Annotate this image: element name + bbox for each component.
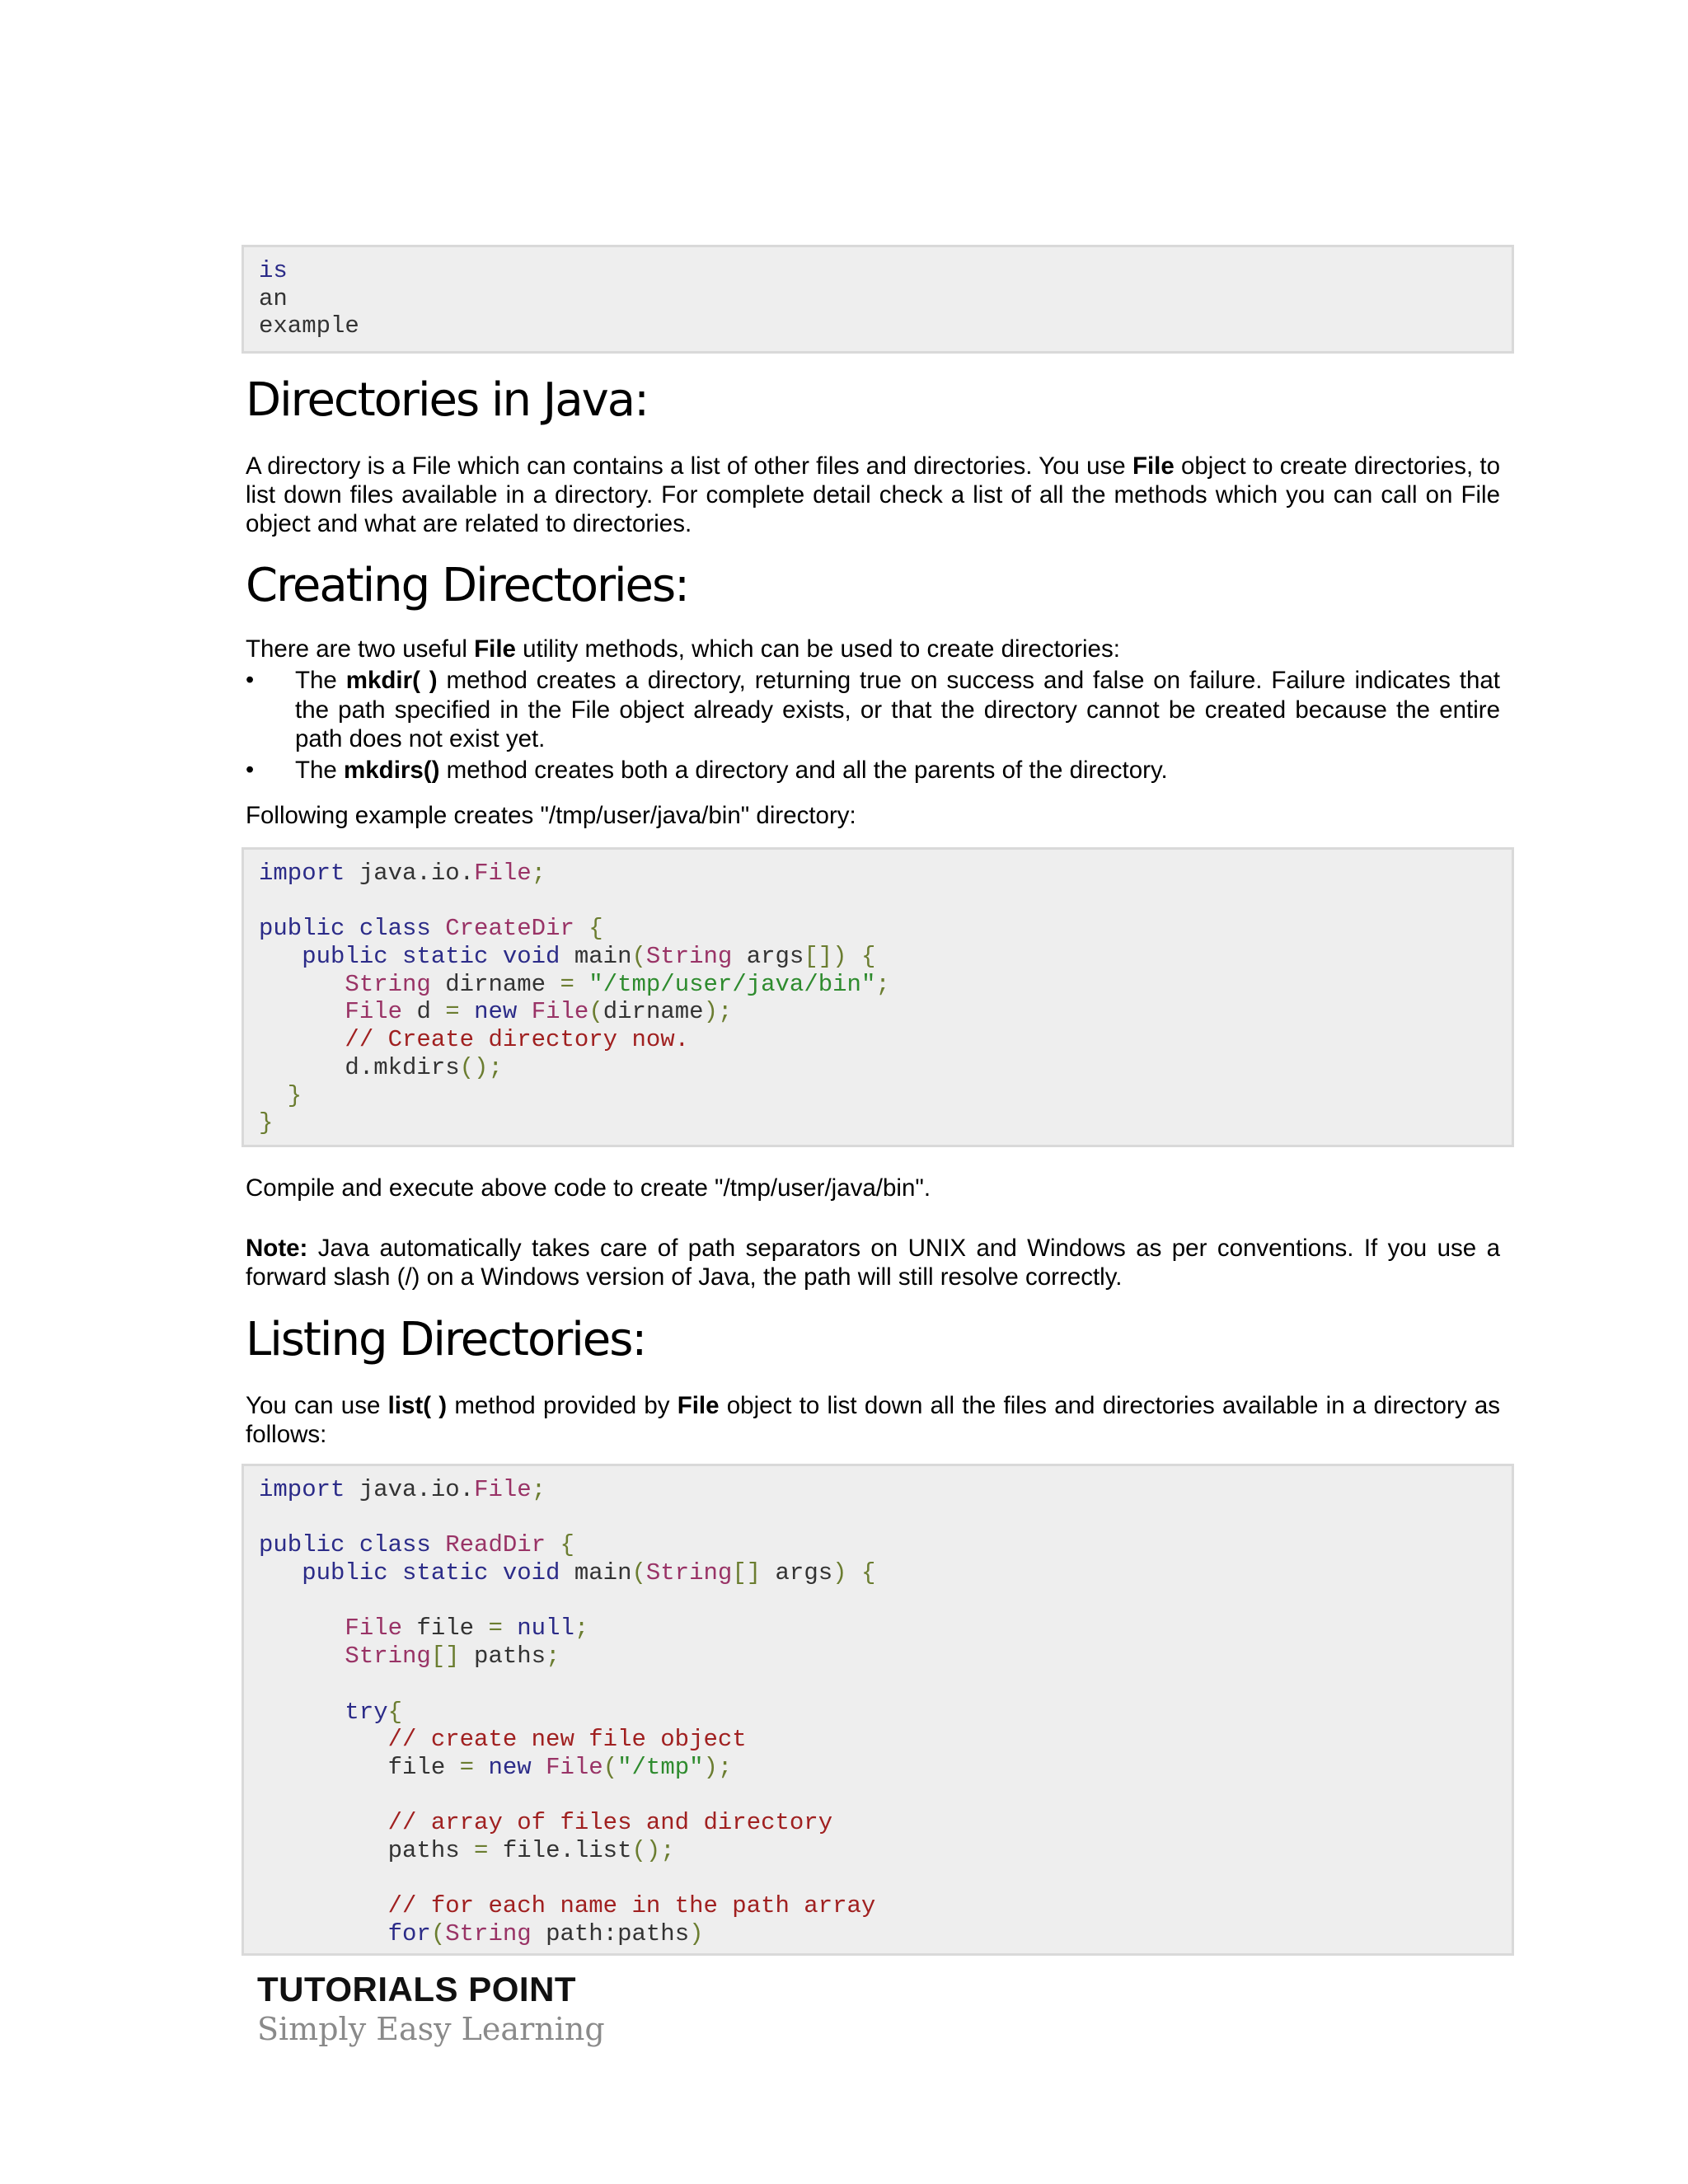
code-token: ); [703, 1753, 733, 1781]
code-token: = [488, 1615, 503, 1643]
code-line [259, 1643, 1512, 1671]
code-token: File [546, 1753, 603, 1781]
code-line [259, 1615, 1512, 1643]
footer-brand-title: TUTORIALS POINT [257, 1970, 577, 2008]
text-run: Compile and execute above code to create "/tmp/user/java/bin". [246, 1174, 931, 1202]
code-token: File [531, 998, 589, 1026]
code-token: = [445, 998, 460, 1026]
code-line [259, 1892, 1512, 1920]
code-token: String [345, 1643, 431, 1671]
code-token: null [502, 1615, 574, 1643]
code-token: String [645, 943, 733, 971]
code-token: (); [631, 1836, 675, 1864]
code-token: main [560, 943, 632, 971]
bullet-item-mkdirs [246, 756, 1500, 785]
code-token: ( [603, 1753, 618, 1781]
code-token: file [402, 1615, 489, 1643]
text-run: Following example creates "/tmp/user/java/bin" directory: [246, 802, 856, 829]
code-token: paths [459, 1643, 546, 1671]
bold-term: Note: [246, 1235, 308, 1262]
code-token: new [474, 1753, 532, 1781]
bullet-item-mkdir [246, 666, 1500, 754]
bold-term: File [474, 635, 516, 663]
text-run: utility methods, which can be used to create directories: [515, 635, 1120, 663]
code-token: File [345, 1615, 403, 1643]
bullet-text-mkdirs [295, 757, 1168, 784]
code-line [259, 1809, 1512, 1837]
code-token: public class [259, 915, 431, 943]
code-line [259, 1865, 1512, 1893]
code-token: file [259, 1753, 460, 1781]
code-token: import [259, 860, 345, 887]
code-token: ( [588, 998, 603, 1026]
code-token: // array of files and directory [259, 1809, 833, 1837]
code-token [259, 998, 345, 1025]
code-token: try [259, 1698, 388, 1726]
code-line [259, 1054, 1512, 1082]
paragraph-compile-execute [246, 1174, 1500, 1202]
bold-term: File [677, 1392, 720, 1419]
code-line [259, 1504, 1512, 1532]
code-token: ; [531, 1476, 546, 1503]
code-line [259, 888, 1512, 916]
code-token: []) { [804, 943, 876, 971]
code-token: } [259, 1109, 274, 1137]
text-run: method creates both a directory and all the parents of the directory. [439, 756, 1168, 784]
bold-term: list( ) [387, 1392, 448, 1419]
code-token: } [259, 1081, 302, 1109]
paragraph-directories-intro [246, 452, 1500, 538]
bullet-dot-icon: • [246, 667, 255, 693]
code-token: ReadDir [445, 1531, 546, 1559]
bullet-dot-icon: • [246, 756, 255, 783]
code-token [431, 915, 445, 942]
heading-directories-in-java: Directories in Java: [246, 373, 648, 427]
code-token: ( [430, 1920, 446, 1947]
code-line [259, 1559, 1512, 1587]
code-token: example [259, 312, 359, 340]
code-token: ; [875, 970, 890, 998]
code-token: { [574, 915, 603, 943]
code-token: File [474, 1476, 532, 1503]
code-token: = [474, 1836, 489, 1864]
text-run: The [295, 756, 345, 784]
text-run: object to list down all the files and directories available in a directory as follows: [246, 1392, 1500, 1448]
code-token: [] [430, 1643, 460, 1671]
code-token: paths [259, 1836, 475, 1864]
code-token: String [445, 1920, 532, 1947]
code-token: public static void [259, 943, 560, 971]
code-token: an [259, 284, 288, 312]
text-run: A directory is a File which can contains a list of other files and directories. You use [246, 452, 1132, 480]
code-token [431, 1531, 445, 1558]
paragraph-creating-intro [246, 635, 1500, 663]
code-token [259, 1643, 345, 1670]
code-line [259, 1699, 1512, 1727]
code-token: File [345, 998, 403, 1026]
paragraph-note [246, 1234, 1500, 1291]
code-block-readdir [241, 1464, 1514, 1956]
code-line [259, 1782, 1512, 1810]
code-token: for [259, 1920, 431, 1947]
code-block-createdir [241, 847, 1514, 1147]
code-token: public static void [259, 1559, 560, 1587]
code-line [259, 1837, 1512, 1865]
code-token: ) { [832, 1559, 876, 1587]
code-block-top [241, 245, 1514, 354]
code-line [259, 1754, 1512, 1782]
code-token: ( [631, 1559, 646, 1587]
code-token: { [546, 1531, 574, 1559]
code-token: "/tmp/user/java/bin" [574, 970, 876, 998]
code-line [259, 1109, 1512, 1137]
code-line [259, 1726, 1512, 1754]
code-token: // create new file object [259, 1726, 747, 1754]
code-line [259, 1531, 1512, 1559]
code-line [259, 1476, 1512, 1504]
code-line [259, 943, 1512, 971]
text-run: Java automatically takes care of path separators on UNIX and Windows as per conventions. If you use a forward slash (/) on a Windows version of Java, the path will still resolve correctly. [246, 1235, 1500, 1291]
bullet-list-methods [246, 666, 1500, 786]
code-token: File [474, 860, 532, 887]
code-token: (); [459, 1053, 503, 1081]
text-run: The [295, 667, 346, 694]
bold-term: mkdirs() [344, 756, 440, 784]
code-line [259, 257, 1512, 285]
text-run: method creates a directory, returning true on success and false on failure. Failure indicates that the path specified in the File object already exists, or that the directory cannot be created because the entire path does not exist yet. [295, 667, 1500, 752]
code-token [259, 971, 345, 998]
code-token: String [345, 970, 431, 998]
code-token: public class [259, 1531, 431, 1559]
heading-creating-directories: Creating Directories: [246, 559, 689, 612]
code-token: // Create directory now. [259, 1026, 690, 1054]
code-token: ( [631, 943, 646, 971]
code-line [259, 1587, 1512, 1615]
code-token: d [402, 998, 446, 1026]
code-token: new [459, 998, 518, 1026]
code-token: // for each name in the path array [259, 1892, 876, 1920]
heading-listing-directories: Listing Directories: [246, 1313, 646, 1366]
code-token: ); [703, 998, 733, 1026]
code-line [259, 998, 1512, 1026]
code-token: java.io. [345, 860, 475, 887]
code-token: = [560, 970, 574, 998]
code-token: args [761, 1559, 833, 1587]
code-token: import [259, 1476, 345, 1503]
bold-term: mkdir( ) [345, 667, 438, 694]
code-token [532, 1754, 546, 1781]
text-run: You can use [246, 1392, 388, 1419]
code-token: dirname [603, 998, 704, 1026]
code-token: ; [574, 1615, 589, 1643]
code-line [259, 1082, 1512, 1110]
code-token: java.io. [345, 1476, 475, 1503]
code-token: file.list [488, 1836, 632, 1864]
code-line [259, 285, 1512, 313]
code-token: main [560, 1559, 632, 1587]
footer-brand-subtitle: Simply Easy Learning [257, 2011, 605, 2047]
code-token: dirname [430, 970, 560, 998]
code-token: "/tmp" [617, 1753, 704, 1781]
code-line [259, 1671, 1512, 1699]
code-line [259, 1920, 1512, 1948]
code-token: ; [546, 1643, 560, 1671]
code-token: args [732, 943, 804, 971]
paragraph-listing-intro [246, 1391, 1500, 1449]
paragraph-example-intro [246, 801, 1500, 830]
code-token: d.mkdirs [259, 1053, 460, 1081]
code-token: ; [531, 860, 546, 887]
code-token: is [259, 257, 288, 284]
text-run: object to create directories, to list down files available in a directory. For complete detail check a list of all the methods which you can call on File object and what are related to directories. [246, 452, 1501, 537]
code-token: CreateDir [445, 915, 574, 943]
text-run: method provided by [447, 1392, 678, 1419]
bullet-text-mkdir [295, 667, 1500, 752]
code-token: { [387, 1698, 403, 1726]
code-line [259, 860, 1512, 888]
code-line [259, 312, 1512, 340]
code-line [259, 1026, 1512, 1054]
code-token: = [459, 1753, 475, 1781]
code-token: String [645, 1559, 733, 1587]
bold-term: File [1132, 452, 1175, 480]
code-token: path:paths [531, 1920, 690, 1947]
code-token: [] [732, 1559, 762, 1587]
code-token [517, 998, 531, 1025]
code-token [259, 1615, 345, 1642]
code-line [259, 971, 1512, 999]
code-line [259, 915, 1512, 943]
text-run: There are two useful [246, 635, 475, 663]
code-token: ) [689, 1920, 704, 1947]
